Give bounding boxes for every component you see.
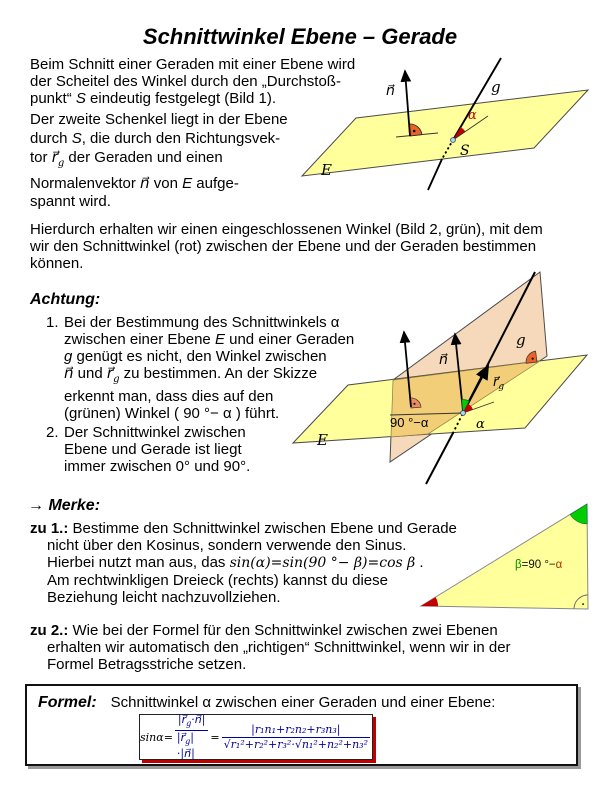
point-s-symbol: S: [75, 90, 86, 107]
formula-box: [25, 684, 578, 766]
right-triangle: [421, 504, 588, 609]
label-g: g: [491, 78, 501, 96]
formula-inner-box: [139, 714, 373, 760]
paragraph-hierdurch: [30, 221, 543, 272]
fraction-vectors: $\frac{|r⃗_g\cdot n⃗|}{|r⃗_g|\cdot|n⃗|}$: [175, 713, 209, 760]
right-angle-dot-left: [413, 403, 415, 405]
line-g-lower: [426, 433, 453, 484]
vector-n-symbol: n⃗: [140, 173, 150, 192]
text-line: Am rechtwinkligen Dreieck (rechts) kannst du diese: [47, 572, 388, 589]
figure-bild1: [295, 55, 600, 203]
line-g-lower: [428, 159, 442, 190]
point-s-dot: [451, 138, 456, 143]
right-angle-dot-right: [532, 358, 534, 360]
vector-rg-symbol: r⃗: [106, 364, 114, 382]
text-line: punkt“ S eindeutig festgelegt (Bild 1).: [30, 90, 276, 107]
alpha-angle-sector: [421, 597, 438, 606]
text-line: zu 2.: Wie bei der Formel für den Schnittwinkel zwischen zwei Ebenen: [30, 622, 498, 639]
point-s-dot: [461, 411, 466, 416]
text-line: der Scheitel des Winkel durch den „Durchstoß-: [30, 73, 341, 90]
text-line: zu 1.: Bestimme den Schnittwinkel zwischen Ebene und Gerade: [30, 520, 457, 537]
label-g: g: [516, 331, 526, 349]
label-90-minus-alpha: 90 °−α: [390, 415, 429, 430]
text-line: können.: [30, 255, 84, 272]
text-line: durch S, die durch den Richtungsvek-: [30, 129, 281, 147]
text-line: nicht über den Kosinus, sondern verwende den Sinus.: [47, 537, 407, 554]
text-line: Der Schnittwinkel zwischen: [64, 424, 246, 441]
vector-rg-symbol: r⃗: [51, 148, 58, 167]
text-line: Hierdurch erhalten wir einen eingeschlossenen Winkel (Bild 2, grün), mit dem: [30, 221, 543, 238]
page-title: Schnittwinkel Ebene – Gerade: [142, 24, 458, 49]
paragraph-schenkel: [30, 111, 288, 212]
zu2-label: zu 2.:: [30, 622, 69, 639]
formula-heading: Formel: Schnittwinkel α zwischen einer Geraden und einer Ebene:: [38, 694, 496, 711]
arrow-icon: →: [28, 497, 44, 514]
label-alpha: α: [476, 417, 485, 432]
equals-sign: =: [210, 730, 220, 744]
list-item-2: [64, 424, 250, 475]
text-line: Formel Betragsstriche setzen.: [47, 656, 247, 673]
zu2-block: [30, 622, 511, 673]
text-line: g genügt es nicht, den Winkel zwischen: [64, 348, 327, 365]
figure-bild2: [290, 268, 600, 496]
label-beta-equation: β=90 °−α: [515, 559, 563, 571]
achtung-heading: Achtung:: [30, 291, 101, 308]
text-line: wir den Schnittwinkel (rot) zwischen der Ebene und der Geraden bestimmen: [30, 238, 537, 255]
vector-n-symbol: n⃗: [64, 364, 74, 382]
right-angle-dot: [582, 603, 584, 605]
inline-formula: sin(α)=sin(90 °− β)=cos β: [229, 555, 416, 571]
label-s: S: [460, 143, 470, 159]
fraction-coordinates: $\frac{\text{|r₁n₁+r₂n₂+r₃n₃|}}{\text{√r₁²+r₂²+r₃²·√n₁²+n₂²+n₃²}}$: [223, 722, 368, 751]
formel-label: Formel:: [38, 694, 97, 711]
label-n: n⃗: [439, 352, 448, 368]
text-line: Beziehung leicht nachzuvollziehen.: [47, 589, 281, 606]
text-line: Bei der Bestimmung des Schnittwinkels α: [64, 314, 340, 331]
text-line: Ebene und Gerade ist liegt: [64, 441, 242, 458]
label-e: E: [321, 161, 332, 179]
text-line: n⃗ und $r⃗_g$ zu bestimmen. An der Skizze: [64, 364, 318, 385]
list-number-2: 2.: [46, 424, 59, 441]
text-line: Hierbei nutzt man aus, das sin(α)=sin(90 °− β)=cos β .: [47, 554, 424, 571]
label-n: n⃗: [386, 83, 395, 99]
zu1-label: zu 1.:: [30, 520, 69, 537]
list-number-1: 1.: [46, 314, 59, 331]
text-line: Normalenvektor n⃗ von E aufge-: [30, 173, 239, 192]
text-line: spannt wird.: [30, 193, 111, 211]
label-rg: $r⃗_g$: [493, 375, 505, 392]
text-line: Beim Schnitt einer Geraden mit einer Ebene wird: [30, 56, 356, 73]
zu1-block: [30, 520, 457, 606]
text-line: zwischen einer Ebene E und einer Geraden: [64, 331, 355, 348]
text-line: immer zwischen 0° und 90°.: [64, 458, 251, 475]
merke-heading: → Merke:: [28, 497, 101, 514]
text-line: erkennt man, dass dies auf den: [64, 388, 274, 405]
text-line: tor $r⃗_g$ der Geraden und einen: [30, 148, 223, 170]
figure-triangle: [415, 498, 595, 616]
text-line: erhalten wir automatisch den „richtigen“ Schnittwinkel, wenn wir in der: [47, 639, 511, 656]
formula-lhs: sinα=: [140, 730, 173, 744]
plane-e: [302, 90, 588, 176]
text-line: Der zweite Schenkel liegt in der Ebene: [30, 111, 288, 128]
right-angle-dot: [413, 130, 416, 133]
text-line: (grünen) Winkel ( 90 °− α ) führt.: [64, 405, 280, 422]
label-alpha: α: [468, 108, 477, 123]
label-e: E: [317, 431, 328, 449]
